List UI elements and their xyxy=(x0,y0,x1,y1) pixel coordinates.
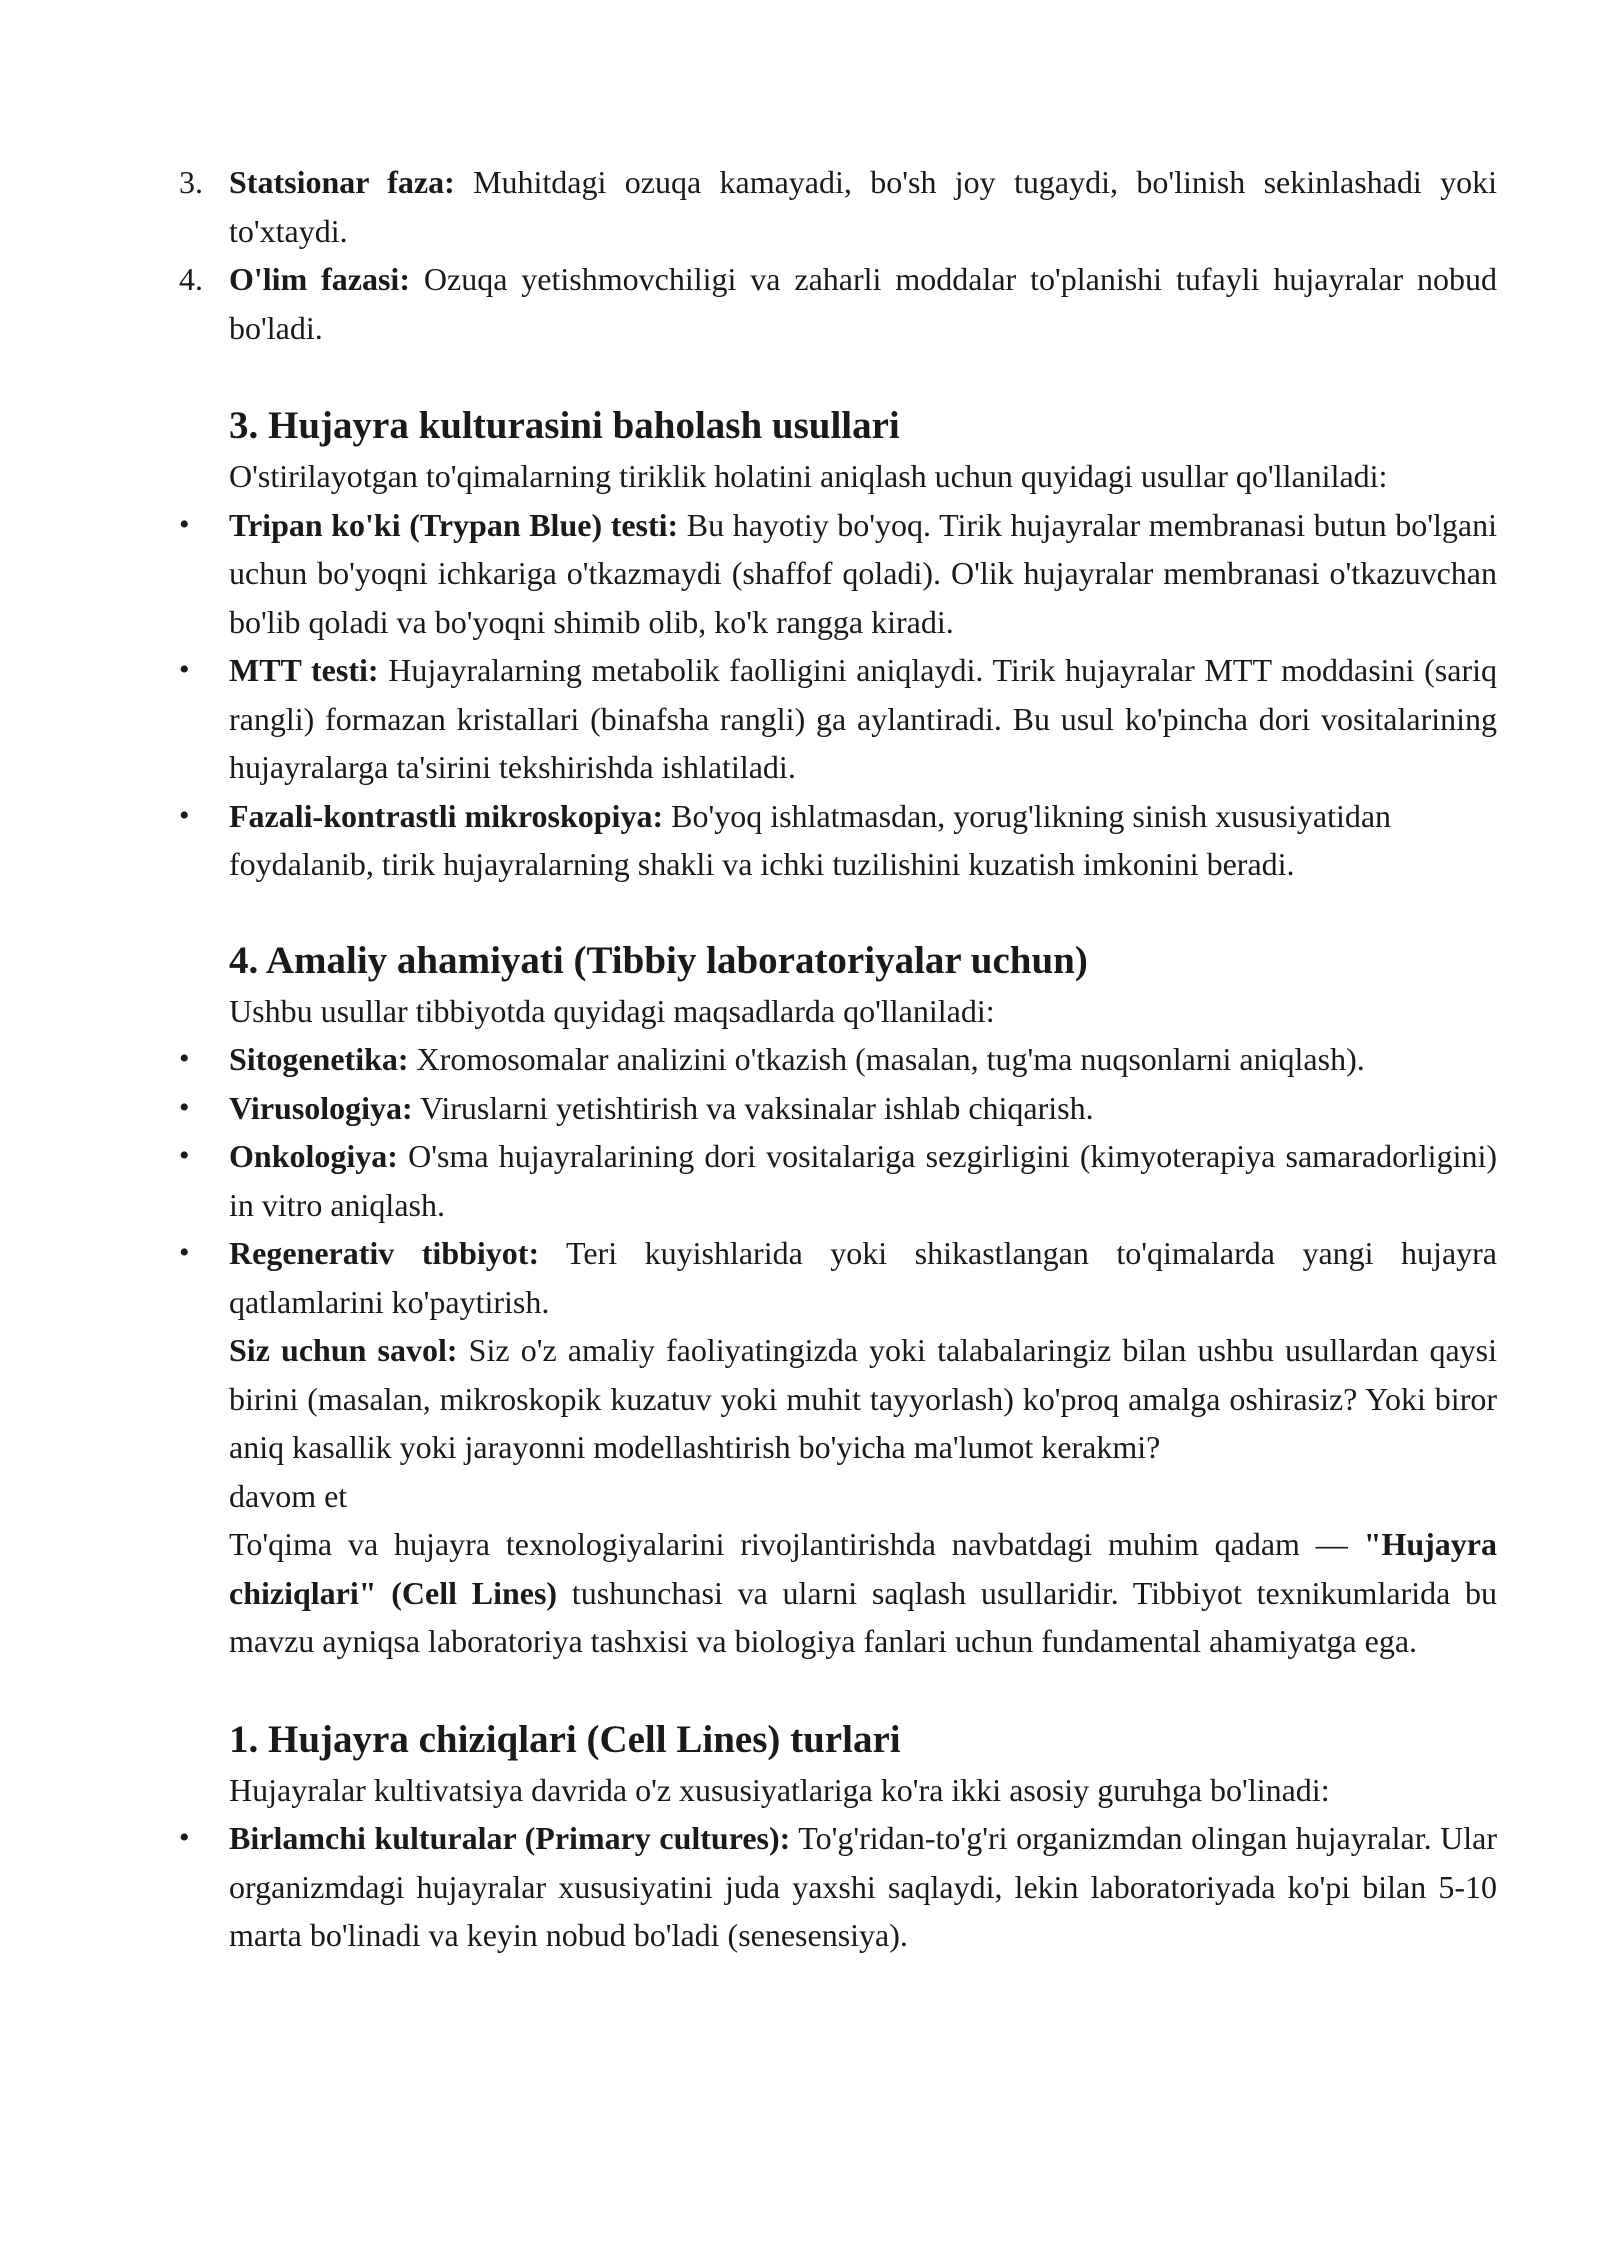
bullet-item xyxy=(179,1814,1498,1960)
section-heading: 1. Hujayra chiziqlari (Cell Lines) turlari xyxy=(229,1717,901,1761)
section-heading: 4. Amaliy ahamiyati (Tibbiy laboratoriyalar uchun) xyxy=(229,938,1088,982)
document-page xyxy=(179,158,1498,1960)
item-term: Sitogenetika: xyxy=(229,1041,409,1077)
list-item xyxy=(179,255,1498,352)
bullet-icon: • xyxy=(179,1139,190,1172)
next-text-post: tushunchasi va ularni saqlash usullaridir. Tibbiyot texnikumlarida bu mavzu ayniqsa laboratoriya tashxisi va biologiya fanlari uchun fundamental ahamiyatga ega. xyxy=(229,1574,1498,1659)
bullet-icon: • xyxy=(179,1090,190,1124)
continue-text: davom et xyxy=(229,1477,348,1514)
item-text: Muhitdagi ozuqa kamayadi, bo'sh joy tugaydi, bo'linish sekinlashadi yoki to'xtaydi. xyxy=(229,164,1498,249)
next-term: "Hujayra chiziqlari" (Cell Lines) xyxy=(229,1526,1497,1611)
item-text: Bo'yoq ishlatmasdan, yorug'likning sinish xususiyatidan foydalanib, tirik hujayralarning shakli va ichki tuzilishini kuzatish imkonini beradi. xyxy=(229,797,1392,882)
item-term: Fazali-kontrastli mikroskopiya: xyxy=(229,797,664,834)
bullet-item xyxy=(179,1084,1497,1133)
section-intro: Ushbu usullar tibbiyotda quyidagi maqsadlarda qo'llaniladi: xyxy=(229,992,995,1029)
item-term: Statsionar faza: xyxy=(229,164,455,200)
item-text: Bu hayotiy bo'yoq. Tirik hujayralar membranasi butun bo'lgani uchun bo'yoqni ichkariga o'tkazmaydi (shaffof qoladi). O'lik hujayralar membranasi o'tkazuvchan bo'lib qoladi va bo'yoqni shimib olib, ko'k rangga kiradi. xyxy=(229,506,1497,640)
section-intro: Hujayralar kultivatsiya davrida o'z xususiyatlariga ko'ra ikki asosiy guruhga bo'linadi: xyxy=(229,1771,1330,1808)
bullet-icon: • xyxy=(179,1042,190,1075)
bullet-icon: • xyxy=(179,653,190,686)
bullet-item xyxy=(179,1229,1497,1326)
item-term: O'lim fazasi: xyxy=(229,261,410,297)
bullet-icon: • xyxy=(179,507,190,541)
bullet-item xyxy=(179,501,1497,647)
bullet-item xyxy=(179,792,1497,889)
next-paragraph xyxy=(229,1520,1497,1666)
section-heading: 3. Hujayra kulturasini baholash usullari xyxy=(229,404,900,447)
item-text: Teri kuyishlarida yoki shikastlangan to'qimalarda yangi hujayra qatlamlarini ko'paytirish. xyxy=(229,1235,1497,1320)
question-term: Siz uchun savol: xyxy=(229,1332,458,1368)
item-text: O'sma hujayralarining dori vositalariga sezgirligini (kimyoterapiya samaradorligini) in vitro aniqlash. xyxy=(229,1138,1497,1223)
question-text: Siz o'z amaliy faoliyatingizda yoki talabalaringiz bilan ushbu usullardan qaysi birini (masalan, mikroskopik kuzatuv yoki muhit tayyorlash) ko'proq amalga oshirasiz? Yoki biror aniq kasallik yoki jarayonni modellashtirish bo'yicha ma'lumot kerakmi? xyxy=(229,1332,1498,1465)
item-term: Tripan ko'ki (Trypan Blue) testi: xyxy=(229,506,679,543)
item-term: Onkologiya: xyxy=(229,1138,398,1174)
section-intro: O'stirilayotgan to'qimalarning tiriklik holatini aniqlash uchun quyidagi usullar qo'llaniladi: xyxy=(229,458,1388,494)
item-term: Virusologiya: xyxy=(229,1089,413,1126)
bullet-icon: • xyxy=(179,798,190,832)
bullet-item xyxy=(179,646,1498,792)
item-term: Birlamchi kulturalar (Primary cultures): xyxy=(229,1820,791,1856)
item-term: Regenerativ tibbiyot: xyxy=(229,1235,540,1271)
bullet-icon: • xyxy=(179,1821,190,1854)
question-paragraph xyxy=(229,1326,1497,1472)
item-text: Xromosomalar analizini o'tkazish (masalan, tug'ma nuqsonlarni aniqlash). xyxy=(408,1041,1365,1077)
item-text: Ozuqa yetishmovchiligi va zaharli moddalar to'planishi tufayli hujayralar nobud bo'ladi. xyxy=(229,261,1498,346)
item-term: MTT testi: xyxy=(229,652,379,688)
bullet-icon: • xyxy=(179,1236,190,1269)
item-text: Viruslarni yetishtirish va vaksinalar ishlab chiqarish. xyxy=(412,1089,1094,1126)
list-number: 4. xyxy=(179,261,203,297)
list-item xyxy=(179,158,1498,255)
next-text-pre: To'qima va hujayra texnologiyalarini rivojlantirishda navbatdagi muhim qadam — xyxy=(229,1526,1364,1562)
bullet-item xyxy=(179,1035,1497,1084)
item-text: To'g'ridan-to'g'ri organizmdan olingan hujayralar. Ular organizmdagi hujayralar xususiyatini juda yaxshi saqlaydi, lekin laboratoriyada ko'pi bilan 5-10 marta bo'linadi va keyin nobud bo'ladi (senesensiya). xyxy=(229,1820,1498,1953)
item-text: Hujayralarning metabolik faolligini aniqlaydi. Tirik hujayralar MTT moddasini (sariq rangli) formazan kristallari (binafsha rangli) ga aylantiradi. Bu usul ko'pincha dori vositalarining hujayralarga ta'sirini tekshirishda ishlatiladi. xyxy=(229,652,1498,785)
list-number: 3. xyxy=(179,164,203,200)
bullet-item xyxy=(179,1132,1497,1229)
